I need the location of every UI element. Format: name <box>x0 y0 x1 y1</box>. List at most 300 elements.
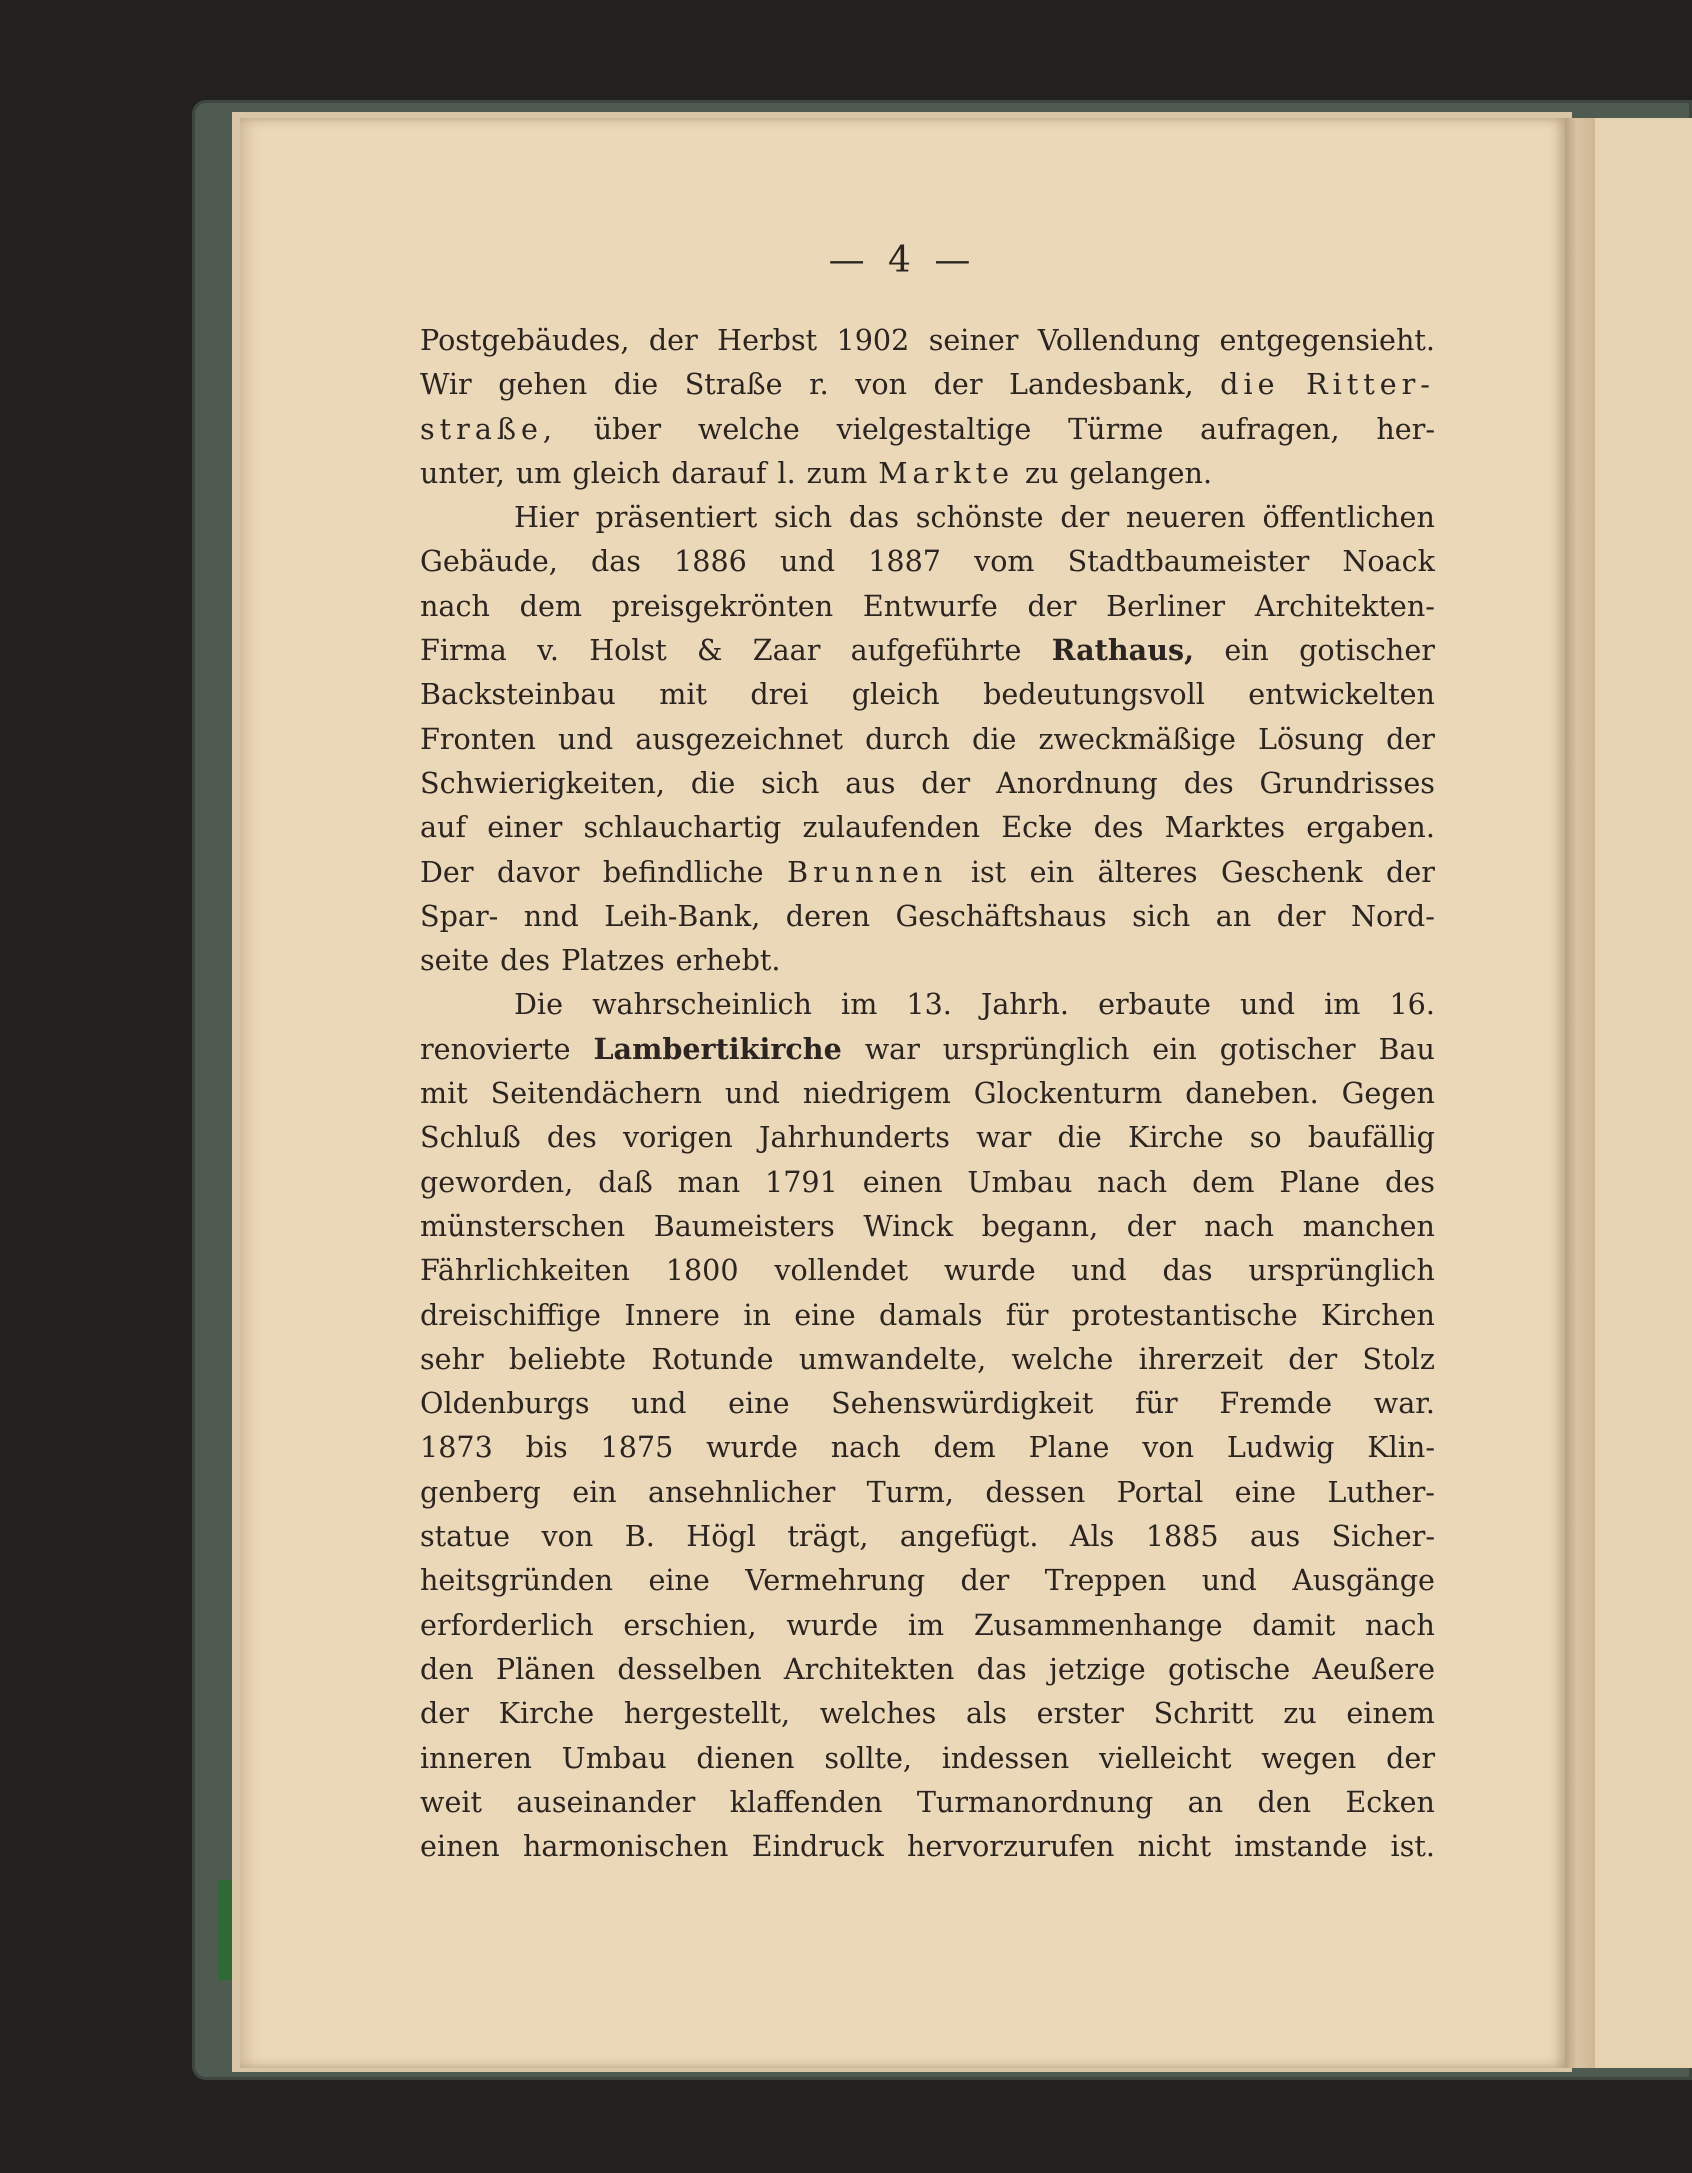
word: Winck <box>863 1208 954 1243</box>
word: Zaar <box>752 633 821 668</box>
word: Kirche <box>1128 1120 1224 1155</box>
word: Oldenburgs <box>420 1386 590 1421</box>
word: ergaben. <box>1306 810 1435 845</box>
word: Fährlichkeiten <box>420 1253 630 1288</box>
word: einem <box>1346 1696 1435 1731</box>
word: aus <box>1249 1519 1301 1554</box>
text-line <box>420 495 1435 539</box>
word: damals <box>879 1297 983 1332</box>
word: aufgeführte <box>850 633 1022 668</box>
text-line <box>420 982 1435 1026</box>
text-line <box>420 628 1435 672</box>
word: welche <box>697 411 800 446</box>
word: Entwurfe <box>862 588 998 623</box>
word: eine <box>648 1563 710 1598</box>
word: Stolz <box>1362 1341 1435 1376</box>
text-line <box>420 318 1435 362</box>
word: Bau <box>1378 1031 1435 1066</box>
word: man <box>677 1164 741 1199</box>
text-line <box>420 1647 1435 1691</box>
word: so <box>1249 1120 1282 1155</box>
word: Luther- <box>1327 1474 1435 1509</box>
word: Als <box>1069 1519 1115 1554</box>
word: Seitendächern <box>490 1076 702 1111</box>
word: 16. <box>1389 987 1435 1022</box>
word: Aeußere <box>1312 1651 1435 1686</box>
word: Schritt <box>1153 1696 1254 1731</box>
word: l. <box>777 455 796 490</box>
word: davor <box>497 854 580 889</box>
word: 1800 <box>665 1253 739 1288</box>
word: Ausgänge <box>1292 1563 1435 1598</box>
word: Der <box>420 854 474 889</box>
text-line <box>420 1603 1435 1647</box>
word: für <box>1005 1297 1049 1332</box>
word: entgegensieht. <box>1219 323 1435 357</box>
word: die <box>690 765 736 800</box>
word: vom <box>974 544 1035 579</box>
word: dem <box>1192 1164 1255 1199</box>
word: als <box>966 1696 1007 1731</box>
word: sich <box>1132 898 1191 933</box>
word: Plänen <box>495 1651 596 1686</box>
word: wegen <box>1261 1740 1357 1775</box>
word: der <box>933 367 983 402</box>
text-line <box>420 938 1435 982</box>
text-line <box>420 451 1435 495</box>
word: sollte, <box>824 1740 912 1775</box>
word: von <box>855 367 908 402</box>
word: des <box>546 1120 597 1155</box>
word: Kirche <box>498 1696 595 1731</box>
word: daneben. <box>1185 1076 1319 1111</box>
word: Backsteinbau <box>420 677 616 712</box>
word: Lösung <box>1257 721 1364 756</box>
word: Grundrisses <box>1259 765 1435 800</box>
text-line <box>420 761 1435 805</box>
word: jetzige <box>1048 1651 1146 1686</box>
text-line <box>420 1470 1435 1514</box>
text-line <box>420 850 1435 894</box>
word: baufällig <box>1307 1120 1435 1155</box>
word: wurde <box>943 1253 1036 1288</box>
book-gutter <box>1565 118 1595 2068</box>
word: der <box>960 1563 1010 1598</box>
word: Die <box>514 987 563 1022</box>
word: und <box>724 1076 780 1111</box>
word: 1873 <box>420 1430 493 1465</box>
word: Ritter- <box>1306 367 1435 402</box>
word: das <box>848 500 899 535</box>
word: nach <box>420 588 490 623</box>
word: gotische <box>1167 1651 1291 1686</box>
word: der <box>921 765 971 800</box>
word: Herbst <box>717 323 818 357</box>
word: des <box>500 943 551 978</box>
word: Postgebäudes, <box>420 323 630 357</box>
text-line <box>420 1337 1435 1381</box>
word: sehr <box>420 1341 484 1376</box>
word: erschien, <box>623 1607 757 1642</box>
word: beliebte <box>508 1341 627 1376</box>
word: Spar- <box>420 898 499 933</box>
text-line <box>420 1381 1435 1425</box>
word: umwandelte, <box>798 1341 987 1376</box>
word: straße, <box>420 411 557 446</box>
word: dessen <box>985 1474 1086 1509</box>
word: gotischer <box>1299 633 1435 668</box>
word: Stadtbaumeister <box>1067 544 1310 579</box>
text-line <box>420 894 1435 938</box>
word: vorigen <box>622 1120 733 1155</box>
word: Ecke <box>1001 810 1073 845</box>
word: Gebäude, <box>420 544 558 579</box>
text-line <box>420 407 1435 451</box>
text-line <box>420 1204 1435 1248</box>
word: nach <box>1365 1607 1435 1642</box>
word: erbaute <box>1098 987 1211 1022</box>
word: Eindruck <box>751 1829 884 1864</box>
word: Nord- <box>1351 898 1435 933</box>
word: Umbau <box>561 1740 667 1775</box>
word: gleich <box>572 455 661 490</box>
word: Schluß <box>420 1120 521 1155</box>
word: einer <box>487 810 563 845</box>
word: das <box>1162 1253 1213 1288</box>
word: neueren <box>1126 500 1246 535</box>
word: seiner <box>928 323 1019 357</box>
word: ursprünglich <box>942 1031 1130 1066</box>
word: Portal <box>1116 1474 1204 1509</box>
word: indessen <box>941 1740 1070 1775</box>
word: weit <box>420 1784 483 1819</box>
word: eine <box>794 1297 856 1332</box>
word: preisgekrönten <box>611 588 834 623</box>
word: Rotunde <box>651 1341 774 1376</box>
word: der <box>1027 588 1077 623</box>
word: Geschenk <box>1221 854 1363 889</box>
word: bedeutungsvoll <box>983 677 1205 712</box>
word: nach <box>1204 1208 1275 1243</box>
word: ein <box>572 1474 617 1509</box>
word: bis <box>525 1430 568 1465</box>
word: imstande <box>1234 1829 1368 1864</box>
word: inneren <box>420 1740 532 1775</box>
word: der <box>1288 1341 1338 1376</box>
word: wurde <box>706 1430 798 1465</box>
word: Högl <box>686 1519 756 1554</box>
word: älteres <box>1097 854 1198 889</box>
text-line <box>420 584 1435 628</box>
word: her- <box>1376 411 1435 446</box>
word: auf <box>420 810 467 845</box>
text-line <box>420 539 1435 583</box>
word: 1875 <box>600 1430 674 1465</box>
word: zweckmäßige <box>1038 721 1236 756</box>
word: nach <box>830 1430 901 1465</box>
word: entwickelten <box>1248 677 1435 712</box>
word: ansehnlicher <box>648 1474 836 1509</box>
word: war <box>976 1120 1032 1155</box>
word: Ludwig <box>1226 1430 1335 1465</box>
word: hergestellt, <box>623 1696 791 1731</box>
word: Jahrhunderts <box>758 1120 950 1155</box>
word: vielleicht <box>1099 1740 1232 1775</box>
word: auseinander <box>516 1784 696 1819</box>
word: nach <box>1097 1164 1168 1199</box>
word: Turmanordnung <box>916 1784 1154 1819</box>
text-line <box>420 1071 1435 1115</box>
word: im <box>841 987 878 1022</box>
word: die <box>1057 1120 1102 1155</box>
word: erhebt. <box>675 943 781 978</box>
word: Kirchen <box>1321 1297 1435 1332</box>
word: im <box>1324 987 1361 1022</box>
word: ist. <box>1390 1829 1435 1864</box>
word: Rathaus, <box>1051 633 1195 668</box>
word: gelangen. <box>1069 455 1213 490</box>
word: eine <box>1234 1474 1297 1509</box>
word: vollendet <box>774 1253 909 1288</box>
word: Noack <box>1342 544 1435 579</box>
word: einen <box>862 1164 943 1199</box>
word: zu <box>1283 1696 1317 1731</box>
word: welche <box>1011 1341 1114 1376</box>
word: Marktes <box>1164 810 1286 845</box>
word: welches <box>819 1696 937 1731</box>
word: darauf <box>671 455 767 490</box>
word: an <box>1215 898 1252 933</box>
word: sich <box>773 500 833 535</box>
word: der <box>1386 854 1435 889</box>
word: nicht <box>1137 1829 1212 1864</box>
word: B. <box>624 1519 655 1554</box>
word: den <box>420 1651 474 1686</box>
word: Zusammenhange <box>973 1607 1223 1642</box>
text-line <box>420 1425 1435 1469</box>
text-line <box>420 672 1435 716</box>
text-line <box>420 1780 1435 1824</box>
word: erster <box>1036 1696 1124 1731</box>
word: Fronten <box>420 721 536 756</box>
word: und <box>558 721 614 756</box>
word: begann, <box>981 1208 1099 1243</box>
word: Anordnung <box>996 765 1158 800</box>
word: zum <box>806 455 868 490</box>
book-page <box>240 118 1565 2068</box>
text-line <box>420 717 1435 761</box>
text-line <box>420 1736 1435 1780</box>
word: ausgezeichnet <box>635 721 844 756</box>
word: seite <box>420 943 490 978</box>
word: sich <box>761 765 820 800</box>
word: statue <box>420 1519 511 1554</box>
word: genberg <box>420 1474 541 1509</box>
word: Turm, <box>866 1474 954 1509</box>
word: münsterschen <box>420 1208 626 1243</box>
word: trägt, <box>787 1519 869 1554</box>
word: Schwierigkeiten, <box>420 765 665 800</box>
word: den <box>1257 1784 1312 1819</box>
word: heitsgründen <box>420 1563 614 1598</box>
word: Plane <box>1279 1164 1361 1199</box>
word: Klin- <box>1367 1430 1435 1465</box>
word: an <box>1187 1784 1224 1819</box>
word: der <box>1126 1208 1176 1243</box>
word: schlauchartig <box>583 810 782 845</box>
word: eine <box>728 1386 790 1421</box>
word: Umbau <box>967 1164 1073 1199</box>
word: ein <box>1152 1031 1197 1066</box>
word: ist <box>970 854 1007 889</box>
cover-edge-strip <box>218 1880 232 1980</box>
word: von <box>541 1519 594 1554</box>
word: dreischiffige <box>420 1297 601 1332</box>
word: Platzes <box>561 943 665 978</box>
word: die <box>613 367 659 402</box>
word: zulaufenden <box>802 810 981 845</box>
word: des <box>1385 1164 1435 1199</box>
word: dem <box>933 1430 996 1465</box>
word: 1887 <box>868 544 941 579</box>
page-number: — 4 — <box>828 240 977 281</box>
word: & <box>697 633 723 668</box>
text-line <box>420 1558 1435 1602</box>
word: und <box>779 544 836 579</box>
word: Glockenturm <box>973 1076 1163 1111</box>
word: präsentiert <box>595 500 758 535</box>
word: befindliche <box>602 854 764 889</box>
word: aus <box>845 765 896 800</box>
word: hervorzurufen <box>906 1829 1115 1864</box>
word: niedrigem <box>802 1076 951 1111</box>
word: Firma <box>420 633 507 668</box>
word: geworden, <box>420 1164 574 1199</box>
word: öffentlichen <box>1262 500 1435 535</box>
word: Wir <box>420 367 472 402</box>
word: 1886 <box>674 544 747 579</box>
word: wurde <box>786 1607 879 1642</box>
word: mit <box>420 1076 468 1111</box>
word: deren <box>785 898 870 933</box>
word: Sehenswürdigkeit <box>831 1386 1094 1421</box>
word: und <box>1071 1253 1127 1288</box>
text-line <box>420 362 1435 406</box>
text-line <box>420 1115 1435 1159</box>
word: renovierte <box>420 1031 571 1066</box>
word: 1885 <box>1145 1519 1219 1554</box>
word: Sicher- <box>1331 1519 1435 1554</box>
word: im <box>907 1607 945 1642</box>
word: Brunnen <box>787 854 948 889</box>
word: Architekten <box>783 1651 955 1686</box>
word: manchen <box>1302 1208 1435 1243</box>
word: unter, <box>420 455 505 490</box>
word: Holst <box>589 633 667 668</box>
word: Fremde <box>1219 1386 1333 1421</box>
word: Ecken <box>1345 1784 1435 1819</box>
text-line <box>420 1248 1435 1292</box>
text-line <box>420 1514 1435 1558</box>
text-line <box>420 1027 1435 1071</box>
word: in <box>743 1297 771 1332</box>
word: ein <box>1224 633 1269 668</box>
text-line <box>420 1824 1435 1868</box>
word: Vermehrung <box>745 1563 926 1598</box>
word: Innere <box>624 1297 720 1332</box>
word: Berliner <box>1106 588 1226 623</box>
word: der <box>1060 500 1110 535</box>
word: der <box>648 323 698 357</box>
word: zu <box>1025 455 1059 490</box>
word: drei <box>750 677 809 712</box>
word: daß <box>598 1164 653 1199</box>
word: ihrerzeit <box>1138 1341 1264 1376</box>
word: dem <box>519 588 582 623</box>
word: Architekten- <box>1254 588 1435 623</box>
word: einen <box>420 1829 500 1864</box>
word: gleich <box>851 677 940 712</box>
word: war <box>864 1031 920 1066</box>
text-line <box>420 1160 1435 1204</box>
word: Türme <box>1068 411 1164 446</box>
word: und <box>1239 987 1296 1022</box>
word: von <box>1142 1430 1194 1465</box>
word: Treppen <box>1044 1563 1167 1598</box>
word: der <box>1386 721 1435 756</box>
word: Lambertikirche <box>593 1031 842 1066</box>
word: die <box>1220 367 1280 402</box>
word: v. <box>537 633 559 668</box>
text-line <box>420 1691 1435 1735</box>
word: Plane <box>1028 1430 1110 1465</box>
word: für <box>1134 1386 1178 1421</box>
word: Hier <box>514 500 579 535</box>
word: war. <box>1373 1386 1435 1421</box>
word: die <box>972 721 1017 756</box>
word: desselben <box>617 1651 762 1686</box>
word: das <box>976 1651 1027 1686</box>
word: dienen <box>696 1740 795 1775</box>
word: um <box>515 455 562 490</box>
word: nnd <box>523 898 579 933</box>
body-text <box>420 318 1435 1868</box>
text-line <box>420 805 1435 849</box>
word: wahrscheinlich <box>592 987 812 1022</box>
word: Markte <box>878 455 1014 490</box>
word: gotischer <box>1219 1031 1356 1066</box>
word: und <box>1201 1563 1257 1598</box>
word: 13. <box>906 987 952 1022</box>
word: über <box>593 411 662 446</box>
word: harmonischen <box>522 1829 729 1864</box>
facing-page-edge <box>1595 118 1692 2068</box>
word: r. <box>809 367 829 402</box>
text-line <box>420 1293 1435 1337</box>
word: und <box>631 1386 687 1421</box>
word: Jahrh. <box>980 987 1070 1022</box>
word: 1791 <box>765 1164 838 1199</box>
word: ein <box>1029 854 1075 889</box>
word: der <box>1386 1740 1435 1775</box>
word: damit <box>1252 1607 1336 1642</box>
word: Gegen <box>1341 1076 1435 1111</box>
word: durch <box>865 721 950 756</box>
word: Landesbank, <box>1009 367 1194 402</box>
word: 1902 <box>836 323 910 357</box>
word: das <box>590 544 641 579</box>
word: Vollendung <box>1037 323 1201 357</box>
